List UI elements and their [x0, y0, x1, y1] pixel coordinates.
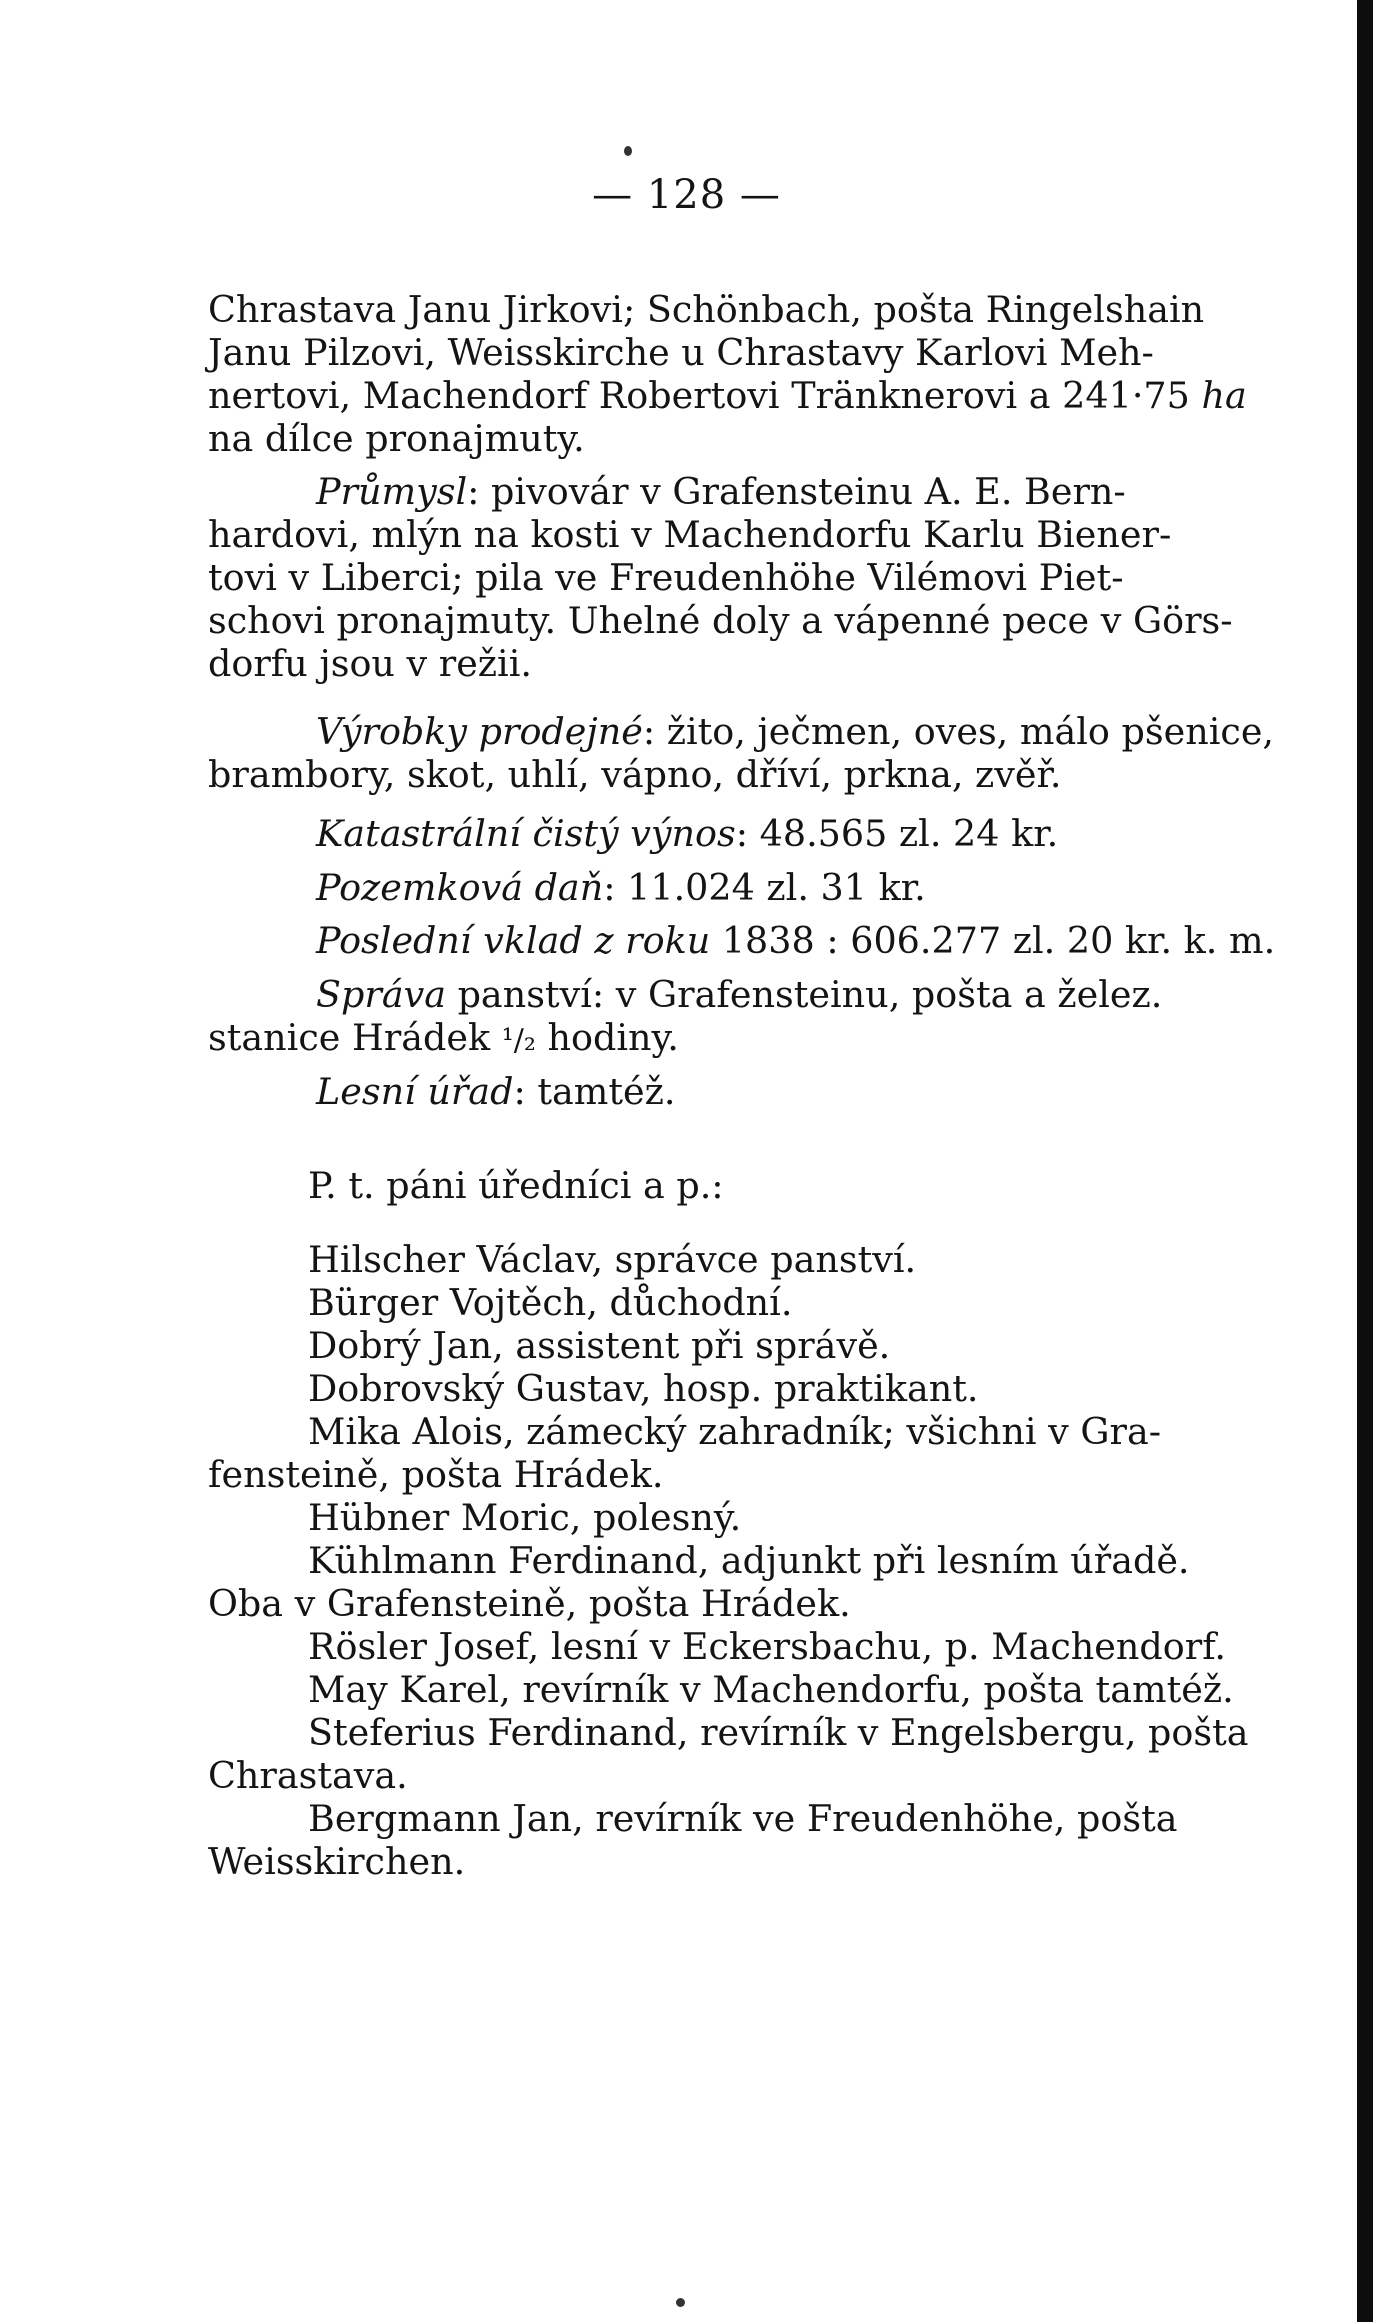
- official-entry: Bürger Vojtěch, důchodní.: [308, 1281, 793, 1324]
- official-entry: Rösler Josef, lesní v Eckersbachu, p. Machendorf.: [308, 1625, 1227, 1668]
- prumysl-paragraph: [208, 470, 1238, 685]
- prumysl-line-3: tovi v Liberci; pila ve Freudenhöhe Vilémovi Piet-: [208, 556, 1124, 599]
- official-entry: Steferius Ferdinand, revírník v Engelsbergu, pošta: [308, 1711, 1249, 1754]
- official-entry-continuation: Weisskirchen.: [208, 1840, 466, 1883]
- officials-heading: P. t. páni úředníci a p.:: [308, 1164, 724, 1207]
- sprava-line-2-pre: stanice Hrádek: [208, 1016, 502, 1059]
- unit-ha: ha: [1201, 374, 1247, 417]
- prumysl-line-1: [208, 470, 1238, 513]
- prumysl-line-2: hardovi, mlýn na kosti v Machendorfu Karlu Biener-: [208, 513, 1172, 556]
- vyrobky-paragraph: [208, 710, 1275, 796]
- sprava-line-2-post: hodiny.: [535, 1016, 679, 1059]
- print-speck: [624, 146, 632, 156]
- vyrobky-label: Výrobky prodejné: [316, 710, 643, 753]
- pozemkova-line: [208, 866, 1238, 909]
- officials-list: [208, 1238, 1249, 1883]
- katastralni-value: : 48.565 zl. 24 kr.: [735, 812, 1059, 855]
- katastralni-row: [208, 812, 1238, 855]
- posledni-label: Poslední vklad z roku: [316, 919, 711, 962]
- intro-line-1: Chrastava Janu Jirkovi; Schönbach, pošta Ringelshain: [208, 288, 1205, 331]
- official-entry: May Karel, revírník v Machendorfu, pošta tamtéž.: [308, 1668, 1234, 1711]
- intro-line-4: na dílce pronajmuty.: [208, 417, 585, 460]
- sprava-fraction: ¹/₂: [501, 1023, 536, 1058]
- official-entry: Hübner Moric, polesný.: [308, 1496, 742, 1539]
- sprava-line-1-text: panství: v Grafensteinu, pošta a želez.: [445, 973, 1163, 1016]
- prumysl-label: Průmysl: [316, 470, 468, 513]
- katastralni-line: [208, 812, 1238, 855]
- sprava-paragraph: [208, 973, 1238, 1062]
- official-entry-continuation: Oba v Grafensteině, pošta Hrádek.: [208, 1582, 851, 1625]
- official-entry: Dobrovský Gustav, hosp. praktikant.: [308, 1367, 979, 1410]
- vyrobky-line-2: brambory, skot, uhlí, vápno, dříví, prkna, zvěř.: [208, 753, 1062, 796]
- posledni-row: [208, 919, 1276, 962]
- intro-paragraph: [208, 288, 1247, 460]
- pozemkova-label: Pozemková daň: [316, 866, 604, 909]
- official-entry-continuation: fensteině, pošta Hrádek.: [208, 1453, 664, 1496]
- prumysl-line-1-text: : pivovár v Grafensteinu A. E. Bern-: [467, 470, 1126, 513]
- official-entry: Mika Alois, zámecký zahradník; všichni v Gra-: [308, 1410, 1162, 1453]
- pozemkova-row: [208, 866, 1238, 909]
- official-entry: Hilscher Václav, správce panství.: [308, 1238, 917, 1281]
- page-number: — 128 —: [592, 172, 781, 218]
- official-entry-continuation: Chrastava.: [208, 1754, 408, 1797]
- page-edge-shadow: [1357, 0, 1373, 2322]
- intro-line-2: Janu Pilzovi, Weisskirche u Chrastavy Karlovi Meh-: [208, 331, 1154, 374]
- prumysl-line-5: dorfu jsou v režii.: [208, 642, 532, 685]
- official-entry: Dobrý Jan, assistent při správě.: [308, 1324, 891, 1367]
- lesni-line: [208, 1070, 1238, 1113]
- official-entry: Bergmann Jan, revírník ve Freudenhöhe, pošta: [308, 1797, 1178, 1840]
- posledni-line: [208, 919, 1276, 962]
- vyrobky-line-1-text: : žito, ječmen, oves, málo pšenice,: [642, 710, 1275, 753]
- sprava-line-1: [208, 973, 1238, 1016]
- official-entry: Kühlmann Ferdinand, adjunkt při lesním úřadě.: [308, 1539, 1190, 1582]
- sprava-label: Správa: [316, 973, 446, 1016]
- pozemkova-value: : 11.024 zl. 31 kr.: [603, 866, 926, 909]
- officials-heading-block: [208, 1164, 1238, 1207]
- sprava-line-2: [208, 1016, 1238, 1062]
- intro-line-3: [208, 374, 1247, 417]
- lesni-row: [208, 1070, 1238, 1113]
- katastralni-label: Katastrální čistý výnos: [316, 812, 736, 855]
- intro-line-3-text: nertovi, Machendorf Robertovi Tränknerovi a 241·75: [208, 374, 1190, 417]
- posledni-value: 1838 : 606.277 zl. 20 kr. k. m.: [710, 919, 1276, 962]
- prumysl-line-4: schovi pronajmuty. Uhelné doly a vápenné pece v Görs-: [208, 599, 1233, 642]
- lesni-label: Lesní úřad: [316, 1070, 514, 1113]
- lesni-value: : tamtéž.: [513, 1070, 676, 1113]
- vyrobky-line-1: [208, 710, 1275, 753]
- print-speck: [676, 2298, 685, 2307]
